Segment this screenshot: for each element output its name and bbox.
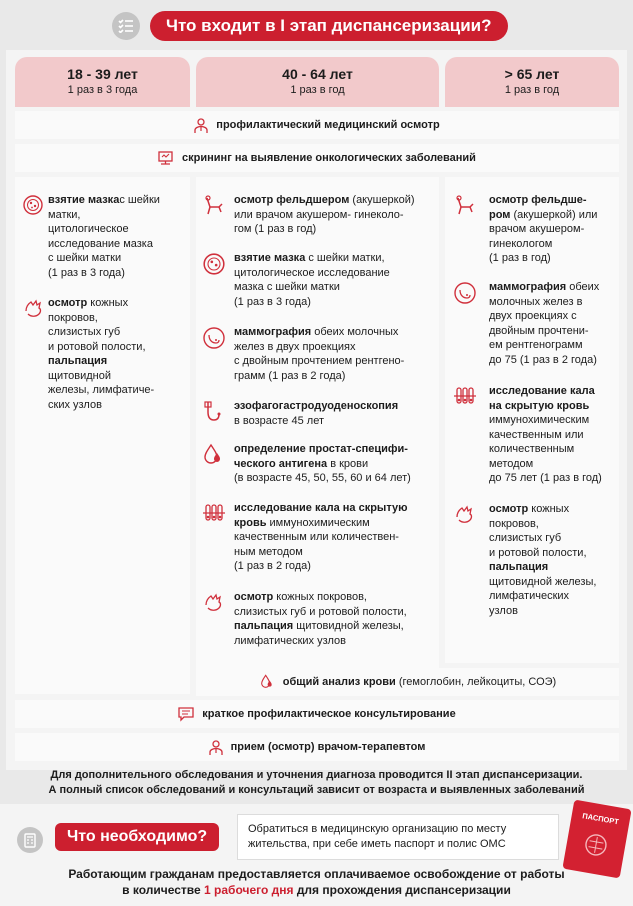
item-mammography	[202, 325, 437, 383]
exam-chair-icon	[453, 194, 489, 266]
hand-palpation-icon	[202, 591, 234, 648]
passport-label: ПАСПОРТ	[581, 811, 620, 827]
item-title: взятие мазка	[48, 194, 120, 206]
petri-dish-icon	[202, 252, 234, 309]
need-info-box	[237, 814, 559, 860]
age-header-65-plus	[445, 57, 619, 107]
age-range: > 65 лет	[504, 66, 560, 82]
item-desc: (акушеркой) или врачом акушером- гинеколо- гом (1 раз в год)	[234, 194, 415, 235]
hand-palpation-icon	[22, 297, 48, 412]
doctor-icon	[209, 740, 223, 755]
bottom-pre: в количестве	[122, 883, 205, 897]
item-desc-2: щитовидной железы, лимфатиче- ских узлов	[48, 369, 155, 411]
item-title: маммография	[489, 281, 567, 293]
item-title-2: пальпация	[489, 561, 549, 573]
item-gyn-exam	[202, 193, 437, 237]
row-label: общий анализ крови	[282, 676, 396, 688]
item-title: определение простат-специфи- ческого антигена	[234, 443, 408, 470]
age-range: 40 - 64 лет	[282, 66, 353, 82]
age-header-18-39	[15, 57, 190, 107]
row-label: краткое профилактическое консультирование	[202, 708, 456, 720]
item-fecal-test	[453, 384, 618, 486]
bottom-text	[0, 866, 633, 898]
row-consult	[15, 700, 619, 728]
item-title: маммография	[234, 326, 312, 338]
item-desc-2: щитовидной железы, лимфатических узлов	[234, 620, 404, 647]
item-desc: с шейки матки, цитологическое исследование мазка с шейки матки (1 раз в 3 года)	[48, 194, 160, 279]
endoscope-icon	[202, 400, 234, 428]
item-desc: с шейки матки, цитологическое исследование мазка с шейки матки (1 раз в 3 года)	[234, 252, 390, 308]
age-frequency: 1 раз в год	[504, 84, 560, 96]
age-range: 18 - 39 лет	[67, 66, 138, 82]
item-mammography	[453, 280, 618, 367]
item-smear	[22, 193, 187, 280]
item-egd	[202, 399, 437, 428]
exam-chair-icon	[202, 194, 234, 237]
item-title: исследование кала на скрытую кровь	[234, 502, 408, 529]
need-title: Что необходимо?	[55, 823, 219, 851]
bottom-post: для прохождения диспансеризации	[293, 883, 511, 897]
item-desc: в возрасте 45 лет	[234, 414, 324, 427]
row-prof-exam	[15, 111, 619, 139]
row-onco	[15, 144, 619, 172]
item-title-2: пальпация	[234, 620, 294, 632]
item-skin-exam	[22, 296, 187, 412]
item-title: исследование кала на скрытую кровь	[489, 385, 595, 412]
breast-icon	[202, 326, 234, 383]
item-title: осмотр	[489, 503, 529, 515]
note-line-2: А полный список обследований и консультаций зависит от возраста и выявленных заболеваний	[48, 784, 585, 796]
item-skin-exam	[453, 502, 618, 618]
row-label: профилактический медицинский осмотр	[216, 119, 440, 131]
row-label-detail: (гемоглобин, лейкоциты, СОЭ)	[395, 676, 557, 688]
item-fecal-test	[202, 501, 437, 574]
item-title: взятие мазка	[234, 252, 306, 264]
doctor-icon	[194, 118, 208, 133]
blood-drop-icon	[259, 674, 275, 690]
row-label: прием (осмотр) врачом-терапевтом	[230, 741, 426, 753]
note-line-1: Для дополнительного обследования и уточнения диагноза проводится II этап диспансеризации.	[50, 769, 583, 781]
item-title: осмотр фельдшером	[234, 194, 350, 206]
item-title-2: пальпация	[48, 355, 108, 367]
item-smear	[202, 251, 437, 309]
age-frequency: 1 раз в 3 года	[67, 84, 138, 96]
item-title: осмотр фельдше- ром	[489, 194, 587, 221]
row-blood-test	[196, 668, 619, 696]
item-desc: иммунохимическим качественным или количествен- ным методом (1 раз в 2 года)	[234, 516, 399, 572]
item-psa	[202, 442, 437, 486]
item-title: осмотр	[234, 591, 274, 603]
calculator-icon	[17, 827, 43, 853]
breast-icon	[453, 281, 489, 367]
checklist-icon	[112, 12, 140, 40]
blood-drop-icon	[202, 443, 234, 486]
bottom-line-1: Работающим гражданам предоставляется оплачиваемое освобождение от работы	[68, 867, 565, 881]
chat-icon	[178, 707, 194, 722]
screening-monitor-icon	[158, 151, 174, 166]
item-desc: кожных покровов, слизистых губ и ротовой полости,	[48, 297, 146, 353]
age-header-40-64	[196, 57, 439, 107]
item-desc: обеих молочных желез в двух проекциях с двойным прочтением рентгено- грамм (1 раз в 2 года)	[234, 326, 405, 382]
row-therapist	[15, 733, 619, 761]
bottom-line-2	[0, 882, 633, 898]
item-desc: в крови (в возрасте 45, 50, 55, 60 и 64 лет)	[234, 457, 411, 484]
need-text: Обратиться в медицинскую организацию по месту жительства, при себе иметь паспорт и полис ОМС	[248, 823, 507, 850]
hand-palpation-icon	[453, 503, 489, 618]
item-gyn-exam	[453, 193, 618, 266]
test-tubes-icon	[202, 502, 234, 574]
age-frequency: 1 раз в год	[290, 84, 345, 96]
item-title: осмотр	[48, 297, 88, 309]
test-tubes-icon	[453, 385, 489, 486]
item-desc-2: щитовидной железы, лимфатических узлов	[489, 575, 597, 617]
item-skin-exam	[202, 590, 437, 648]
item-desc: иммунохимическим качественным или количественным методом до 75 лет (1 раз в год)	[489, 414, 602, 484]
petri-dish-icon	[22, 194, 48, 280]
highlight-workday: 1 рабочего дня	[204, 883, 294, 897]
row-label: скрининг на выявление онкологических заболеваний	[182, 152, 476, 164]
item-desc: кожных покровов, слизистых губ и ротовой полости,	[234, 591, 407, 618]
item-title: эзофагогастродуоденоскопия	[234, 400, 399, 412]
title-bar	[112, 8, 508, 44]
page-title: Что входит в I этап диспансеризации?	[150, 11, 508, 41]
item-desc: (акушеркой) или врачом акушером- гинекологом (1 раз в год)	[489, 208, 598, 264]
item-desc: кожных покровов, слизистых губ и ротовой полости,	[489, 503, 587, 559]
item-desc: обеих молочных желез в двух проекциях с двойным прочтени- ем рентгенограмм до 75 (1 раз в 2 года)	[489, 281, 600, 366]
